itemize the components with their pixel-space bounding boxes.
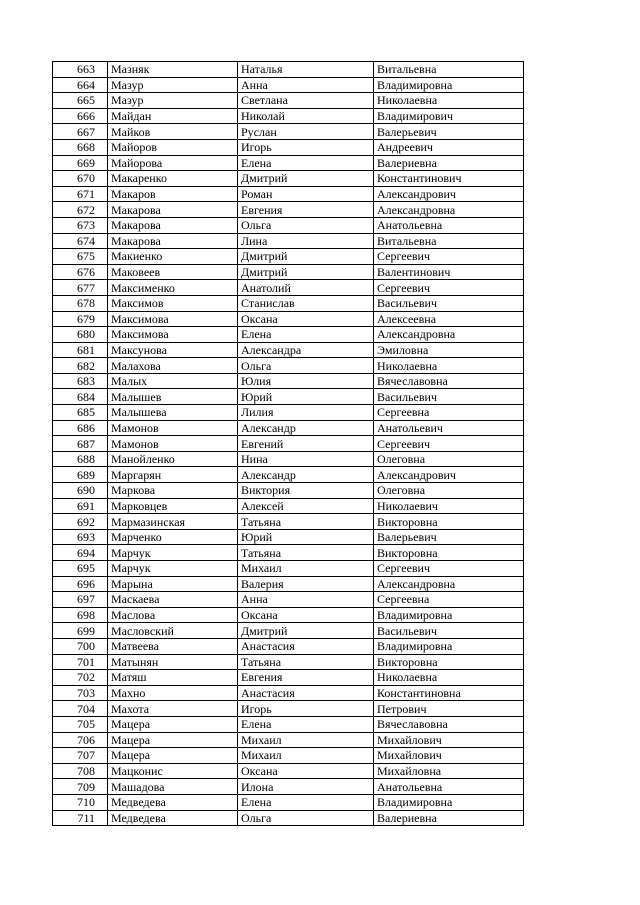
table-row: [53, 810, 524, 826]
patronymic-cell: Владимирович: [374, 108, 524, 124]
patronymic-cell: Сергеевна: [374, 405, 524, 421]
surname-cell: Машадова: [108, 779, 238, 795]
surname-cell: Матынян: [108, 654, 238, 670]
table-row: [53, 561, 524, 577]
table-row: [53, 779, 524, 795]
table-row: [53, 77, 524, 93]
table-row: [53, 716, 524, 732]
table-row: [53, 763, 524, 779]
table-row: [53, 327, 524, 343]
patronymic-cell: Сергеевич: [374, 249, 524, 265]
first-name-cell: Дмитрий: [238, 623, 374, 639]
surname-cell: Мамонов: [108, 420, 238, 436]
patronymic-cell: Константинович: [374, 171, 524, 187]
row-number-cell: 710: [53, 794, 108, 810]
surname-cell: Мазняк: [108, 62, 238, 78]
patronymic-cell: Михайловна: [374, 763, 524, 779]
row-number-cell: 687: [53, 436, 108, 452]
row-number-cell: 697: [53, 592, 108, 608]
table-row: [53, 358, 524, 374]
patronymic-cell: Сергеевич: [374, 280, 524, 296]
row-number-cell: 702: [53, 670, 108, 686]
row-number-cell: 674: [53, 233, 108, 249]
table-row: [53, 748, 524, 764]
patronymic-cell: Сергеевич: [374, 436, 524, 452]
surname-cell: Мармазинская: [108, 514, 238, 530]
patronymic-cell: Валерьевич: [374, 529, 524, 545]
surname-cell: Макарова: [108, 202, 238, 218]
row-number-cell: 701: [53, 654, 108, 670]
patronymic-cell: Андреевич: [374, 139, 524, 155]
table-row: [53, 685, 524, 701]
first-name-cell: Дмитрий: [238, 264, 374, 280]
surname-cell: Макаренко: [108, 171, 238, 187]
first-name-cell: Александр: [238, 467, 374, 483]
patronymic-cell: Михайлович: [374, 748, 524, 764]
row-number-cell: 705: [53, 716, 108, 732]
first-name-cell: Анатолий: [238, 280, 374, 296]
row-number-cell: 696: [53, 576, 108, 592]
surname-cell: Максунова: [108, 342, 238, 358]
patronymic-cell: Константиновна: [374, 685, 524, 701]
patronymic-cell: Эмиловна: [374, 342, 524, 358]
row-number-cell: 664: [53, 77, 108, 93]
first-name-cell: Юлия: [238, 373, 374, 389]
table-row: [53, 217, 524, 233]
patronymic-cell: Владимировна: [374, 638, 524, 654]
row-number-cell: 708: [53, 763, 108, 779]
patronymic-cell: Алексеевна: [374, 311, 524, 327]
table-row: [53, 108, 524, 124]
surname-cell: Марчук: [108, 545, 238, 561]
patronymic-cell: Александровна: [374, 576, 524, 592]
table-row: [53, 732, 524, 748]
first-name-cell: Елена: [238, 716, 374, 732]
surname-cell: Маслова: [108, 607, 238, 623]
row-number-cell: 699: [53, 623, 108, 639]
first-name-cell: Евгения: [238, 670, 374, 686]
row-number-cell: 684: [53, 389, 108, 405]
row-number-cell: 693: [53, 529, 108, 545]
surname-cell: Макиенко: [108, 249, 238, 265]
patronymic-cell: Николаевич: [374, 498, 524, 514]
first-name-cell: Михаил: [238, 732, 374, 748]
table-row: [53, 233, 524, 249]
row-number-cell: 676: [53, 264, 108, 280]
table-row: [53, 311, 524, 327]
surname-cell: Мазур: [108, 77, 238, 93]
surname-cell: Мамонов: [108, 436, 238, 452]
surname-cell: Максименко: [108, 280, 238, 296]
table-row: [53, 545, 524, 561]
table-row: [53, 576, 524, 592]
row-number-cell: 675: [53, 249, 108, 265]
patronymic-cell: Анатольевна: [374, 217, 524, 233]
row-number-cell: 700: [53, 638, 108, 654]
patronymic-cell: Валентинович: [374, 264, 524, 280]
row-number-cell: 666: [53, 108, 108, 124]
patronymic-cell: Валерьевич: [374, 124, 524, 140]
first-name-cell: Ольга: [238, 810, 374, 826]
patronymic-cell: Валериевна: [374, 810, 524, 826]
first-name-cell: Елена: [238, 327, 374, 343]
surname-cell: Мацера: [108, 732, 238, 748]
table-row: [53, 373, 524, 389]
table-row: [53, 436, 524, 452]
first-name-cell: Виктория: [238, 483, 374, 499]
first-name-cell: Александр: [238, 420, 374, 436]
table-row: [53, 405, 524, 421]
row-number-cell: 694: [53, 545, 108, 561]
surname-cell: Маргарян: [108, 467, 238, 483]
surname-cell: Махота: [108, 701, 238, 717]
row-number-cell: 691: [53, 498, 108, 514]
row-number-cell: 703: [53, 685, 108, 701]
first-name-cell: Игорь: [238, 139, 374, 155]
patronymic-cell: Александровна: [374, 327, 524, 343]
row-number-cell: 667: [53, 124, 108, 140]
row-number-cell: 677: [53, 280, 108, 296]
table-row: [53, 62, 524, 78]
first-name-cell: Николай: [238, 108, 374, 124]
row-number-cell: 679: [53, 311, 108, 327]
surname-cell: Малых: [108, 373, 238, 389]
table-row: [53, 794, 524, 810]
table-row: [53, 607, 524, 623]
first-name-cell: Станислав: [238, 295, 374, 311]
patronymic-cell: Вячеславовна: [374, 373, 524, 389]
row-number-cell: 711: [53, 810, 108, 826]
surname-cell: Марковцев: [108, 498, 238, 514]
surname-cell: Маскаева: [108, 592, 238, 608]
surname-cell: Марченко: [108, 529, 238, 545]
surname-cell: Мацера: [108, 716, 238, 732]
first-name-cell: Александра: [238, 342, 374, 358]
surname-cell: Максимов: [108, 295, 238, 311]
surname-cell: Манойленко: [108, 451, 238, 467]
first-name-cell: Валерия: [238, 576, 374, 592]
roster-table: [52, 61, 524, 826]
patronymic-cell: Анатольевна: [374, 779, 524, 795]
first-name-cell: Светлана: [238, 93, 374, 109]
first-name-cell: Евгений: [238, 436, 374, 452]
row-number-cell: 663: [53, 62, 108, 78]
patronymic-cell: Викторовна: [374, 514, 524, 530]
row-number-cell: 704: [53, 701, 108, 717]
first-name-cell: Анастасия: [238, 638, 374, 654]
patronymic-cell: Олеговна: [374, 451, 524, 467]
patronymic-cell: Михайлович: [374, 732, 524, 748]
row-number-cell: 690: [53, 483, 108, 499]
row-number-cell: 688: [53, 451, 108, 467]
patronymic-cell: Сергеевна: [374, 592, 524, 608]
patronymic-cell: Владимировна: [374, 77, 524, 93]
surname-cell: Макарова: [108, 233, 238, 249]
first-name-cell: Ольга: [238, 217, 374, 233]
patronymic-cell: Васильевич: [374, 389, 524, 405]
first-name-cell: Наталья: [238, 62, 374, 78]
first-name-cell: Евгения: [238, 202, 374, 218]
first-name-cell: Алексей: [238, 498, 374, 514]
patronymic-cell: Викторовна: [374, 654, 524, 670]
row-number-cell: 681: [53, 342, 108, 358]
first-name-cell: Дмитрий: [238, 171, 374, 187]
surname-cell: Малышев: [108, 389, 238, 405]
surname-cell: Масловский: [108, 623, 238, 639]
surname-cell: Медведева: [108, 794, 238, 810]
table-row: [53, 483, 524, 499]
row-number-cell: 685: [53, 405, 108, 421]
first-name-cell: Оксана: [238, 763, 374, 779]
patronymic-cell: Анатольевич: [374, 420, 524, 436]
first-name-cell: Юрий: [238, 529, 374, 545]
table-row: [53, 139, 524, 155]
row-number-cell: 692: [53, 514, 108, 530]
surname-cell: Матвеева: [108, 638, 238, 654]
surname-cell: Майорова: [108, 155, 238, 171]
row-number-cell: 706: [53, 732, 108, 748]
row-number-cell: 698: [53, 607, 108, 623]
surname-cell: Махно: [108, 685, 238, 701]
patronymic-cell: Витальевна: [374, 233, 524, 249]
table-row: [53, 124, 524, 140]
patronymic-cell: Васильевич: [374, 623, 524, 639]
row-number-cell: 682: [53, 358, 108, 374]
surname-cell: Медведева: [108, 810, 238, 826]
table-row: [53, 280, 524, 296]
table-row: [53, 701, 524, 717]
first-name-cell: Елена: [238, 155, 374, 171]
table-row: [53, 249, 524, 265]
patronymic-cell: Васильевич: [374, 295, 524, 311]
patronymic-cell: Александровна: [374, 202, 524, 218]
table-row: [53, 529, 524, 545]
surname-cell: Мазур: [108, 93, 238, 109]
patronymic-cell: Владимировна: [374, 607, 524, 623]
table-row: [53, 171, 524, 187]
table-row: [53, 654, 524, 670]
patronymic-cell: Владимировна: [374, 794, 524, 810]
roster-body: [53, 62, 524, 826]
row-number-cell: 672: [53, 202, 108, 218]
patronymic-cell: Петрович: [374, 701, 524, 717]
surname-cell: Матяш: [108, 670, 238, 686]
first-name-cell: Михаил: [238, 561, 374, 577]
table-row: [53, 155, 524, 171]
surname-cell: Маркова: [108, 483, 238, 499]
patronymic-cell: Александрович: [374, 186, 524, 202]
table-row: [53, 420, 524, 436]
row-number-cell: 695: [53, 561, 108, 577]
first-name-cell: Нина: [238, 451, 374, 467]
table-row: [53, 186, 524, 202]
table-row: [53, 389, 524, 405]
first-name-cell: Роман: [238, 186, 374, 202]
first-name-cell: Татьяна: [238, 545, 374, 561]
first-name-cell: Юрий: [238, 389, 374, 405]
first-name-cell: Игорь: [238, 701, 374, 717]
first-name-cell: Анна: [238, 592, 374, 608]
row-number-cell: 673: [53, 217, 108, 233]
first-name-cell: Дмитрий: [238, 249, 374, 265]
first-name-cell: Елена: [238, 794, 374, 810]
first-name-cell: Анастасия: [238, 685, 374, 701]
row-number-cell: 686: [53, 420, 108, 436]
surname-cell: Маковеев: [108, 264, 238, 280]
table-row: [53, 592, 524, 608]
row-number-cell: 709: [53, 779, 108, 795]
table-row: [53, 451, 524, 467]
patronymic-cell: Александрович: [374, 467, 524, 483]
row-number-cell: 668: [53, 139, 108, 155]
surname-cell: Майков: [108, 124, 238, 140]
surname-cell: Мацконис: [108, 763, 238, 779]
table-row: [53, 514, 524, 530]
table-row: [53, 638, 524, 654]
patronymic-cell: Витальевна: [374, 62, 524, 78]
surname-cell: Мацера: [108, 748, 238, 764]
surname-cell: Макаров: [108, 186, 238, 202]
table-row: [53, 498, 524, 514]
patronymic-cell: Николаевна: [374, 670, 524, 686]
patronymic-cell: Вячеславовна: [374, 716, 524, 732]
surname-cell: Малахова: [108, 358, 238, 374]
patronymic-cell: Николаевна: [374, 93, 524, 109]
row-number-cell: 689: [53, 467, 108, 483]
surname-cell: Майдан: [108, 108, 238, 124]
first-name-cell: Татьяна: [238, 654, 374, 670]
surname-cell: Малышева: [108, 405, 238, 421]
surname-cell: Максимова: [108, 327, 238, 343]
row-number-cell: 678: [53, 295, 108, 311]
row-number-cell: 683: [53, 373, 108, 389]
row-number-cell: 707: [53, 748, 108, 764]
first-name-cell: Ольга: [238, 358, 374, 374]
surname-cell: Макарова: [108, 217, 238, 233]
surname-cell: Майоров: [108, 139, 238, 155]
table-row: [53, 202, 524, 218]
patronymic-cell: Викторовна: [374, 545, 524, 561]
row-number-cell: 665: [53, 93, 108, 109]
patronymic-cell: Сергеевич: [374, 561, 524, 577]
patronymic-cell: Олеговна: [374, 483, 524, 499]
patronymic-cell: Николаевна: [374, 358, 524, 374]
first-name-cell: Илона: [238, 779, 374, 795]
patronymic-cell: Валериевна: [374, 155, 524, 171]
table-row: [53, 264, 524, 280]
first-name-cell: Татьяна: [238, 514, 374, 530]
row-number-cell: 680: [53, 327, 108, 343]
table-row: [53, 670, 524, 686]
table-row: [53, 467, 524, 483]
first-name-cell: Руслан: [238, 124, 374, 140]
surname-cell: Марына: [108, 576, 238, 592]
table-row: [53, 623, 524, 639]
first-name-cell: Михаил: [238, 748, 374, 764]
row-number-cell: 671: [53, 186, 108, 202]
first-name-cell: Лилия: [238, 405, 374, 421]
first-name-cell: Лина: [238, 233, 374, 249]
table-row: [53, 295, 524, 311]
table-row: [53, 93, 524, 109]
first-name-cell: Оксана: [238, 607, 374, 623]
surname-cell: Максимова: [108, 311, 238, 327]
surname-cell: Марчук: [108, 561, 238, 577]
row-number-cell: 670: [53, 171, 108, 187]
first-name-cell: Анна: [238, 77, 374, 93]
row-number-cell: 669: [53, 155, 108, 171]
first-name-cell: Оксана: [238, 311, 374, 327]
table-row: [53, 342, 524, 358]
